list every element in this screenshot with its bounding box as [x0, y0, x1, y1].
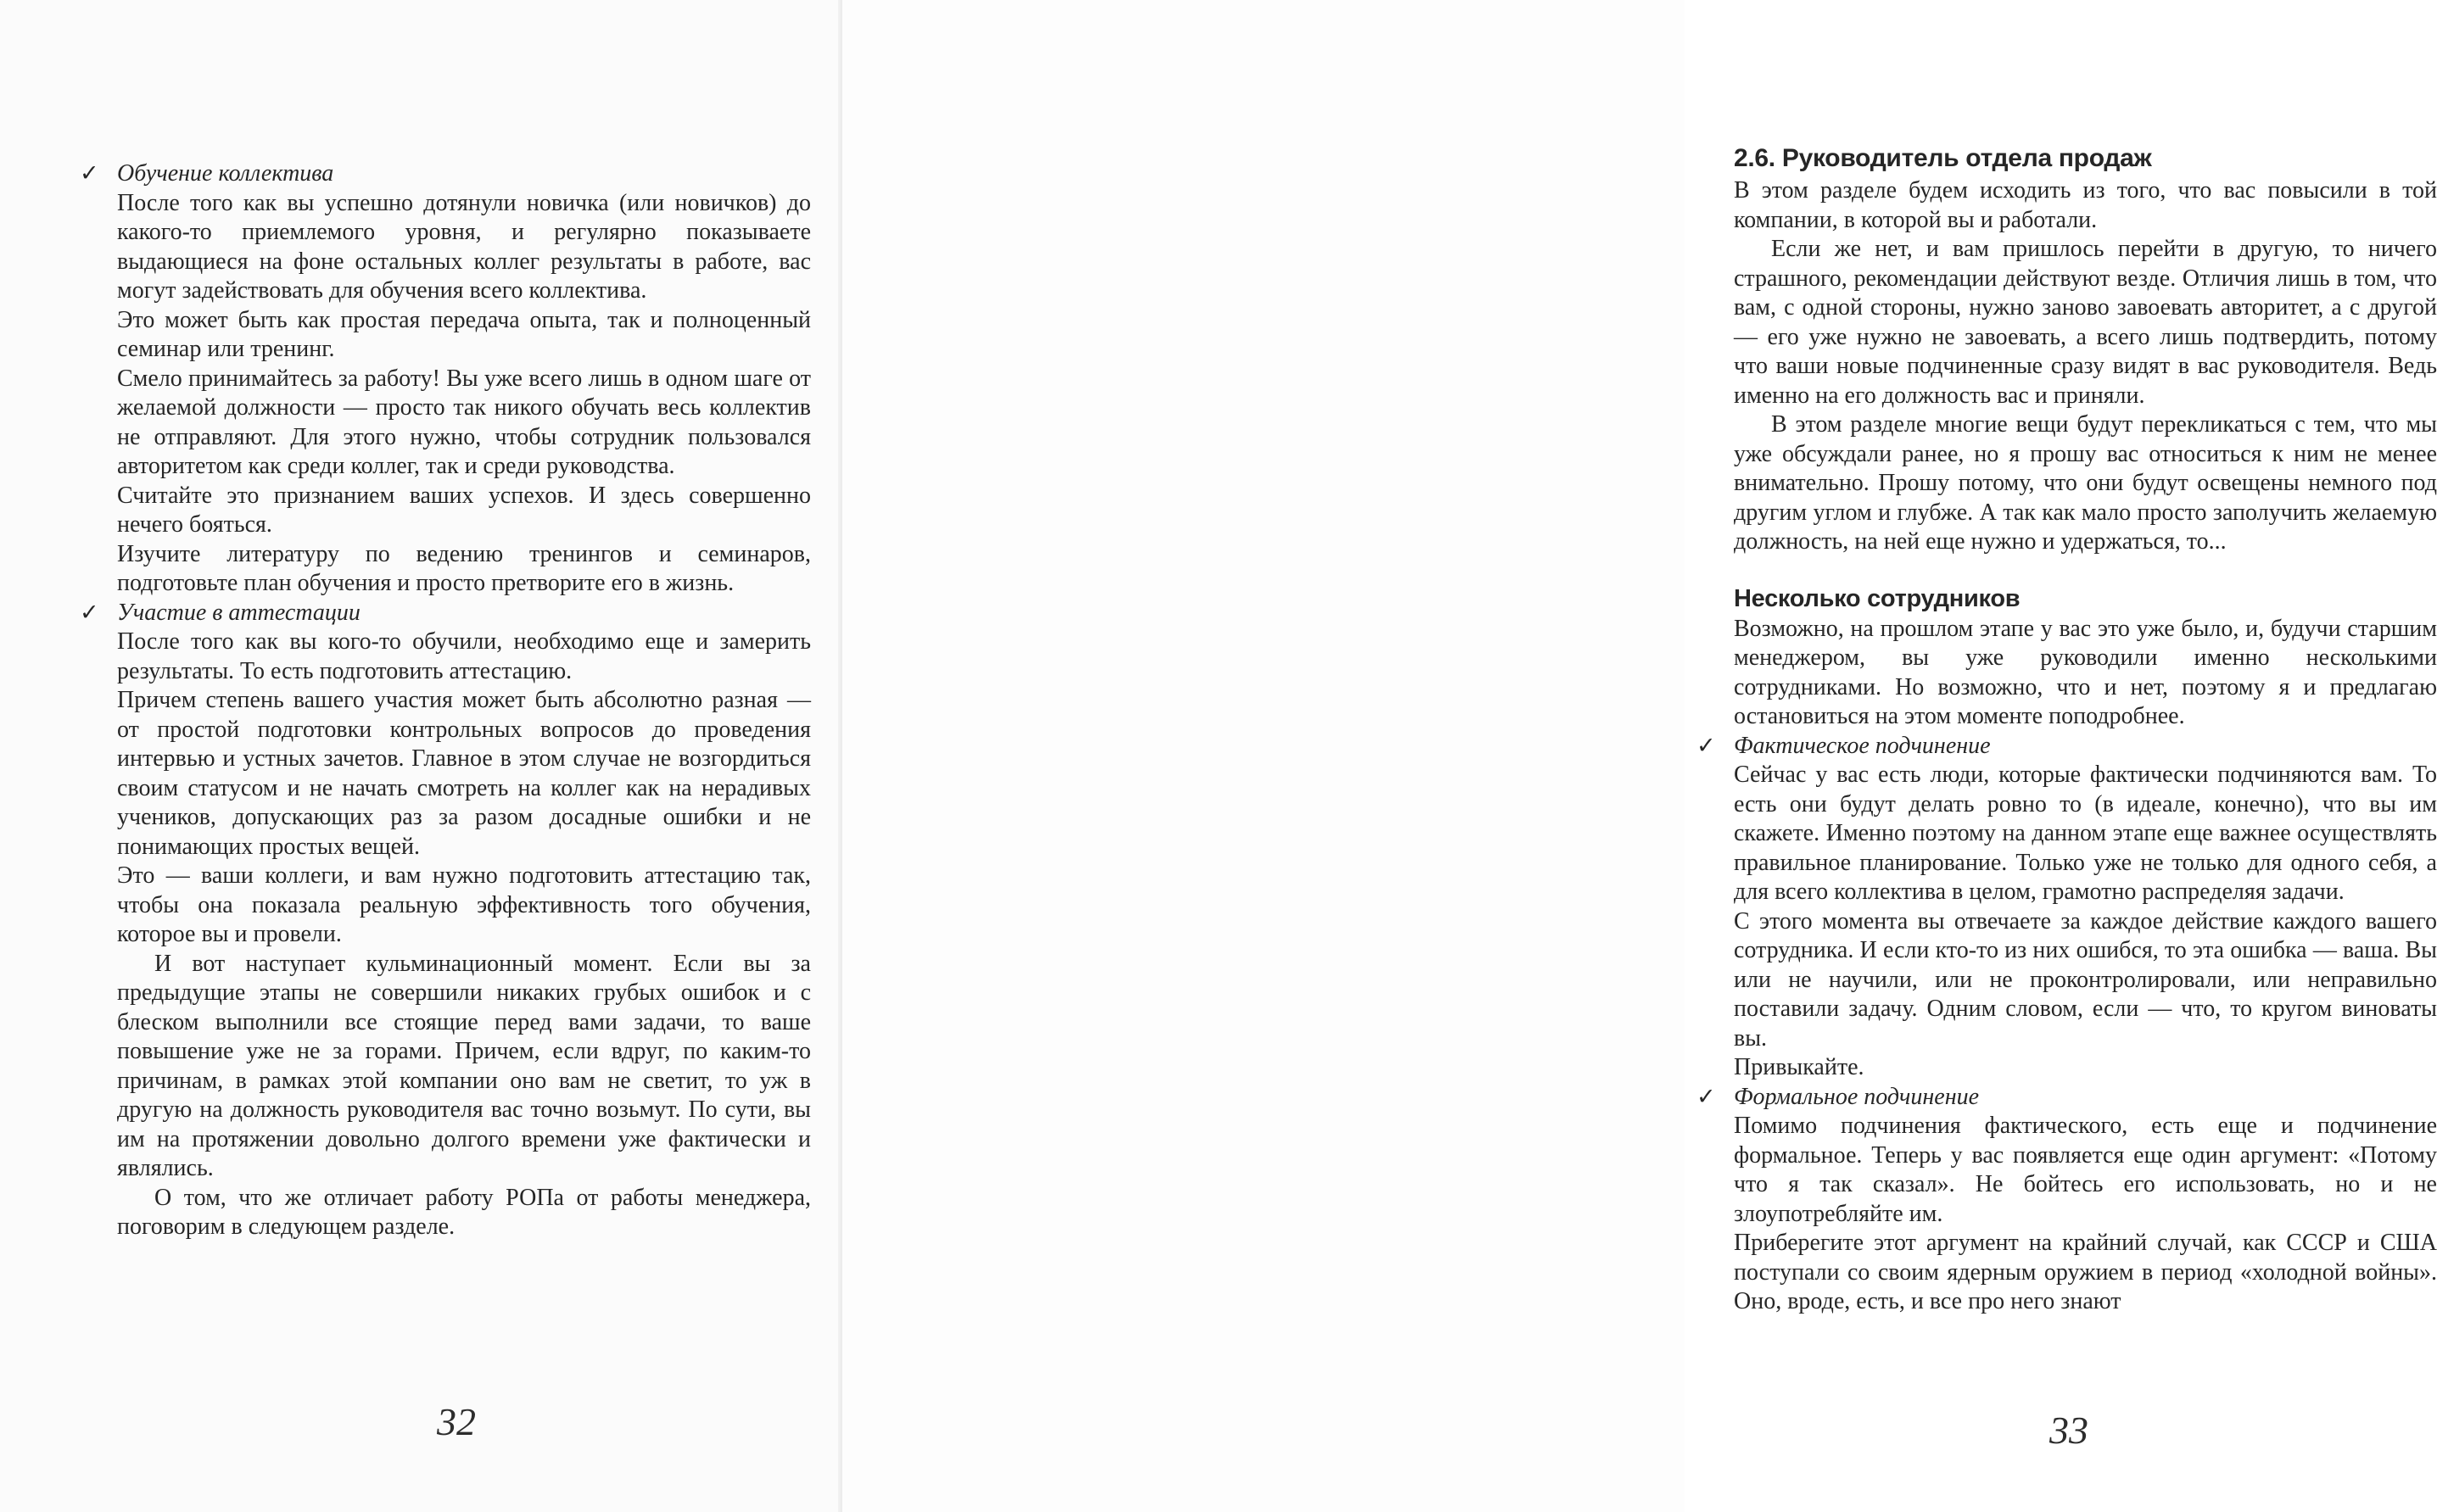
paragraph: О том, что же отличает работу РОПа от работы менеджера, поговорим в следующем разделе.: [117, 1184, 811, 1240]
paragraph: Помимо подчинения фактического, есть еще и подчинение формальное. Теперь у вас появляется еще один аргумент: «Потому что я так сказал». Не бойтесь его использовать, но и не злоупотребляйте им.: [1734, 1113, 2437, 1227]
paragraph: Это может быть как простая передача опыта, так и полноценный семинар или тренинг.: [117, 306, 811, 362]
paragraph: И вот наступает кульминационный момент. Если вы за предыдущие этапы не совершили никаких грубых ошибок и с блеском выполнили все стоящие перед вами задачи, то ваше повышение уже не за горами. Причем, если вдруг, по каким-то причинам, в рамках этой компании оно вам не светит, то уж в другую на должность руководителя вас точно возьмут. По сути, вы им на протяжении довольно долгого времени уже фактически и являлись.: [117, 950, 811, 1181]
subsection-title: Несколько сотрудников: [1734, 584, 2021, 612]
paragraph: Смело принимайтесь за работу! Вы уже всего лишь в одном шаге от желаемой должности — просто так никого обучать весь коллектив не отправляют. Для этого нужно, чтобы сотрудник пользовался авторитетом как среди коллег, так и среди руководства.: [117, 365, 811, 479]
paragraph: Если же нет, и вам пришлось перейти в другую, то ничего страшного, рекомендации действуют везде. Отличия лишь в том, что вам, с одной стороны, нужно заново завоевать авторитет, а с другой — его уже нужно не завоевать, а всего лишь подтвердить, потому что ваши новые подчиненные сразу видят в вас руководителя. Ведь именно на его должность вас и приняли.: [1734, 236, 2437, 409]
section-title: 2.6. Руководитель отдела продаж: [1734, 144, 2152, 172]
left-page: [0, 0, 842, 1512]
paragraph: Привыкайте.: [1734, 1054, 1864, 1080]
paragraph: После того как вы кого-то обучили, необходимо еще и замерить результаты. То есть подготовить аттестацию.: [117, 628, 811, 684]
paragraph: Причем степень вашего участия может быть абсолютно разная — от простой подготовки контрольных вопросов до проведения интервью и устных зачетов. Главное в этом случае не возгордиться своим статусом и не начать смотреть на коллег как на нерадивых учеников, допускающих раз за разом досадные ошибки и не понимающих простых вещей.: [117, 687, 811, 860]
list-item-formal-subordination-title: ✓ Формальное подчинение: [1734, 1083, 2437, 1113]
right-page-text: [1696, 142, 2437, 1317]
paragraph: Изучите литературу по ведению тренингов и семинаров, подготовьте план обучения и просто претворите его в жизнь.: [117, 540, 811, 596]
checkmark-icon: ✓: [1696, 1083, 1716, 1110]
paragraph: Считайте это признанием ваших успехов. И здесь совершенно нечего бояться.: [117, 482, 811, 538]
paragraph: С этого момента вы отвечаете за каждое действие каждого вашего сотрудника. И если кто-то из них ошибся, то эта ошибка — ваша. Вы или не научили, или не проконтролировали, или неправильно поставили задачу. Одним словом, если — что, то кругом виноваты вы.: [1734, 907, 2437, 1052]
left-page-text: [80, 159, 811, 1242]
page-number: 32: [437, 1400, 476, 1443]
paragraph: Возможно, на прошлом этапе у вас это уже было, и, будучи старшим менеджером, вы уже руководили именно несколькими сотрудниками. Но возможно, что и нет, поэтому я и предлагаю остановиться на этом моменте поподробнее.: [1734, 615, 2437, 729]
paragraph: Приберегите этот аргумент на крайний случай, как СССР и США поступали со своим ядерным оружием в период «холодной войны». Оно, вроде, есть, и все про него знают: [1734, 1230, 2437, 1314]
paragraph: В этом разделе будем исходить из того, что вас повысили в той компании, в которой вы и работали.: [1734, 177, 2437, 233]
paragraph: Сейчас у вас есть люди, которые фактически подчиняются вам. То есть они будут делать ровно то (в идеале, конечно), что вы им скажете. Именно поэтому на данном этапе еще важнее осуществлять правильное планирование. Только уже не только для одного себя, а для всего коллектива в целом, грамотно распределяя задачи.: [1734, 762, 2437, 905]
list-item-attestation-title: ✓ Участие в аттестации: [117, 599, 811, 628]
paragraph: Это — ваши коллеги, и вам нужно подготовить аттестацию так, чтобы она показала реальную эффективность того обучения, которое вы и провели.: [117, 862, 811, 947]
paragraph: После того как вы успешно дотянули новичка (или новичков) до какого-то приемлемого уровня, и регулярно показываете выдающиеся на фоне остальных коллег результаты в работе, вас могут задействовать для обучения всего коллектива.: [117, 189, 811, 304]
paragraph: В этом разделе многие вещи будут перекликаться с тем, что мы уже обсуждали ранее, но я прошу вас относиться к ним не менее внимательно. Прошу потому, что они будут освещены немного под другим углом и глубже. А так как мало просто заполучить желаемую должность, на ней еще нужно и удержаться, то...: [1734, 411, 2437, 555]
checkmark-icon: ✓: [1696, 732, 1716, 759]
list-item-training-title: ✓ Обучение коллектива: [117, 159, 811, 189]
list-item-actual-subordination-title: ✓ Фактическое подчинение: [1734, 732, 2437, 762]
page-number: 33: [2049, 1409, 2088, 1452]
checkmark-icon: ✓: [80, 160, 99, 187]
checkmark-icon: ✓: [80, 599, 99, 626]
right-page: [842, 0, 2437, 1512]
